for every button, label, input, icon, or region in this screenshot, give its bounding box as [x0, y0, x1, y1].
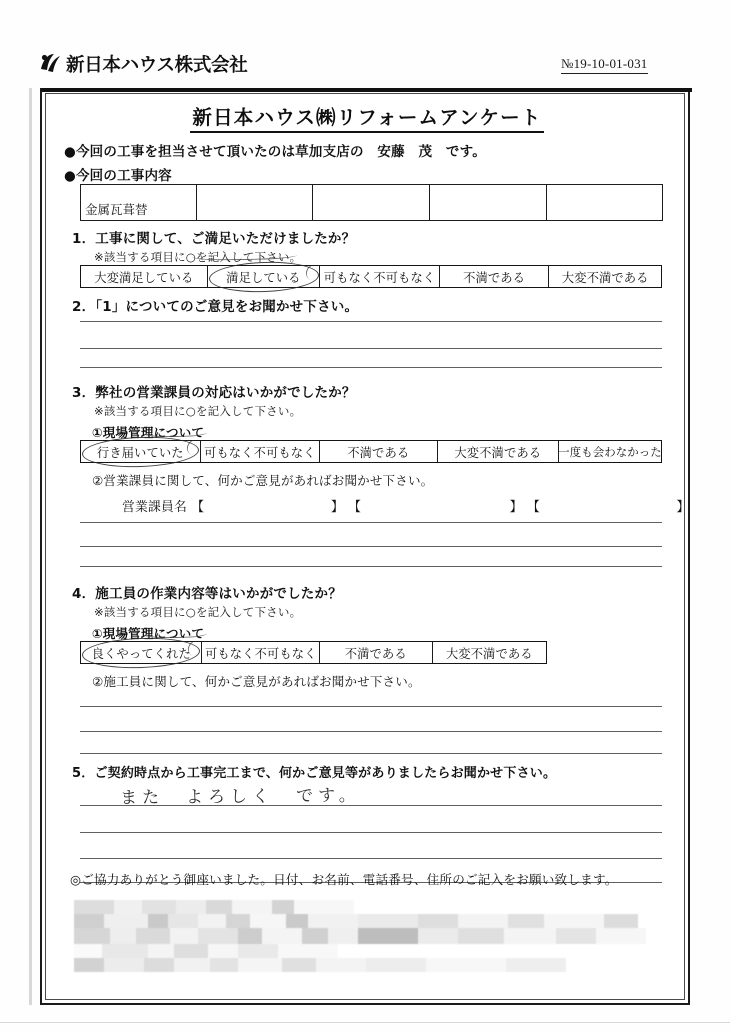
work-content-heading: ●今回の工事内容 [64, 168, 172, 184]
survey-sheet [40, 88, 690, 1005]
form-title [42, 102, 692, 130]
q3-option-2-label: 不満である [347, 445, 410, 460]
q1-option-2-label: 可もなく不可もなく [323, 270, 436, 285]
document-number: №19-10-01-031 [561, 56, 648, 74]
q2-answer-line-2[interactable] [80, 348, 662, 349]
q1-option-1[interactable] [208, 266, 321, 287]
q3-option-3[interactable] [438, 441, 559, 462]
q1-option-0-label: 大変満足している [94, 270, 194, 285]
redacted-personal-info-block [68, 898, 654, 974]
q3-option-1[interactable] [201, 441, 321, 462]
q3-option-0[interactable] [81, 441, 201, 462]
company-name: 新日本ハウス株式会社 [66, 55, 248, 76]
q4-option-3-label: 大変不満である [445, 646, 533, 661]
work-cell-5[interactable] [547, 185, 663, 221]
question-3-text: 3．弊社の営業課員の対応はいかがでしたか？ [72, 385, 356, 401]
table-row [81, 185, 663, 221]
q3-option-4[interactable] [559, 441, 661, 462]
bracket-open-3: 【 [526, 500, 540, 515]
question-1-note: ※該当する項目に○を記入して下さい。 [94, 250, 302, 264]
question-2-text: 2．「1」についてのご意見をお聞かせ下さい。 [72, 299, 359, 315]
work-cell-2[interactable] [197, 185, 313, 221]
work-cell-3[interactable] [313, 185, 430, 221]
q4-option-1[interactable] [202, 642, 320, 663]
q3-answer-line-3[interactable] [80, 566, 662, 567]
question-3-sub-heading: ①現場管理について [92, 425, 205, 440]
q5-answer-line-2[interactable] [80, 832, 662, 833]
q1-option-3[interactable] [440, 266, 550, 287]
bracket-open-2: 【 [348, 500, 362, 515]
question-1-options [80, 265, 662, 288]
question-1-text: 1．工事に関して、ご満足いただけましたか？ [72, 231, 356, 247]
q1-option-2[interactable] [320, 266, 440, 287]
q4-answer-line-3[interactable] [80, 753, 662, 754]
q5-answer-line-3[interactable] [80, 858, 662, 859]
work-cell-4[interactable] [430, 185, 547, 221]
question-5-handwritten-answer: また よろしく です。 [119, 785, 361, 809]
q2-answer-line-1[interactable] [80, 321, 662, 322]
bracket-close-1: 】 [330, 500, 344, 515]
question-4-options [80, 641, 547, 664]
sales-staff-name-label: 営業課員名 [122, 500, 187, 515]
intro-line: ●今回の工事を担当させて頂いたのは草加支店の 安藤 茂 です。 [64, 144, 486, 160]
question-3-sub-question-2: ②営業課員に関して、何かご意見があればお聞かせ下さい。 [92, 473, 434, 488]
page-header [0, 0, 730, 92]
q2-answer-line-3[interactable] [80, 367, 662, 368]
q3-option-2[interactable] [320, 441, 438, 462]
company-swirl-logo-icon [37, 50, 63, 76]
q1-option-4[interactable] [549, 266, 661, 287]
closing-note: ◎ご協力ありがとう御座いました。日付、お名前、電話番号、住所のご記入をお願い致します。 [70, 872, 618, 887]
question-3-options [80, 440, 662, 463]
scan-bottom-artifact-line [0, 1022, 730, 1023]
q4-option-3[interactable] [433, 642, 547, 663]
q3-option-1-label: 可もなく不可もなく [203, 445, 316, 460]
work-cell-1[interactable]: 金属瓦葺替 [81, 185, 197, 221]
question-4-note: ※該当する項目に○を記入して下さい。 [94, 605, 302, 619]
question-4-text: 4．施工員の作業内容等はいかがでしたか？ [72, 586, 342, 602]
question-3-note: ※該当する項目に○を記入して下さい。 [94, 404, 302, 418]
sales-staff-name-row [122, 496, 690, 515]
q4-answer-line-1[interactable] [80, 706, 662, 707]
q4-option-2[interactable] [320, 642, 433, 663]
q3-answer-line-2[interactable] [80, 546, 662, 547]
q3-option-0-label: 行き届いていた [96, 445, 184, 460]
q1-option-0[interactable] [81, 266, 208, 287]
scan-left-edge-shadow [29, 88, 32, 1005]
q3-option-3-label: 大変不満である [454, 445, 542, 460]
q4-option-0[interactable] [81, 642, 202, 663]
sheet-top-rule [42, 88, 692, 92]
q4-option-1-label: 可もなく不可もなく [204, 646, 317, 661]
q3-answer-line-1[interactable] [80, 522, 662, 523]
question-5-text: 5．ご契約時点から工事完工まで、何かご意見等がありましたらお聞かせ下さい。 [72, 766, 557, 781]
bracket-close-2: 】 [509, 500, 523, 515]
question-4-sub-question-2: ②施工員に関して、何かご意見があればお聞かせ下さい。 [92, 674, 421, 689]
q4-answer-line-2[interactable] [80, 731, 662, 732]
form-title-text: 新日本ハウス㈱リフォームアンケート [190, 106, 543, 133]
q1-option-1-label: 満足している [226, 270, 301, 285]
q4-option-2-label: 不満である [344, 646, 407, 661]
q1-option-4-label: 大変不満である [561, 270, 649, 285]
q5-answer-line-1[interactable] [80, 805, 662, 806]
question-4-sub-heading: ①現場管理について [92, 626, 205, 641]
q3-option-4-label: 一度も会わなかった [558, 444, 662, 459]
bracket-open-1: 【 [191, 500, 205, 515]
bracket-close-3: 】 [676, 500, 690, 515]
work-content-table [80, 184, 663, 221]
q4-option-0-label: 良くやってくれた [91, 646, 191, 661]
q1-option-3-label: 不満である [463, 270, 526, 285]
